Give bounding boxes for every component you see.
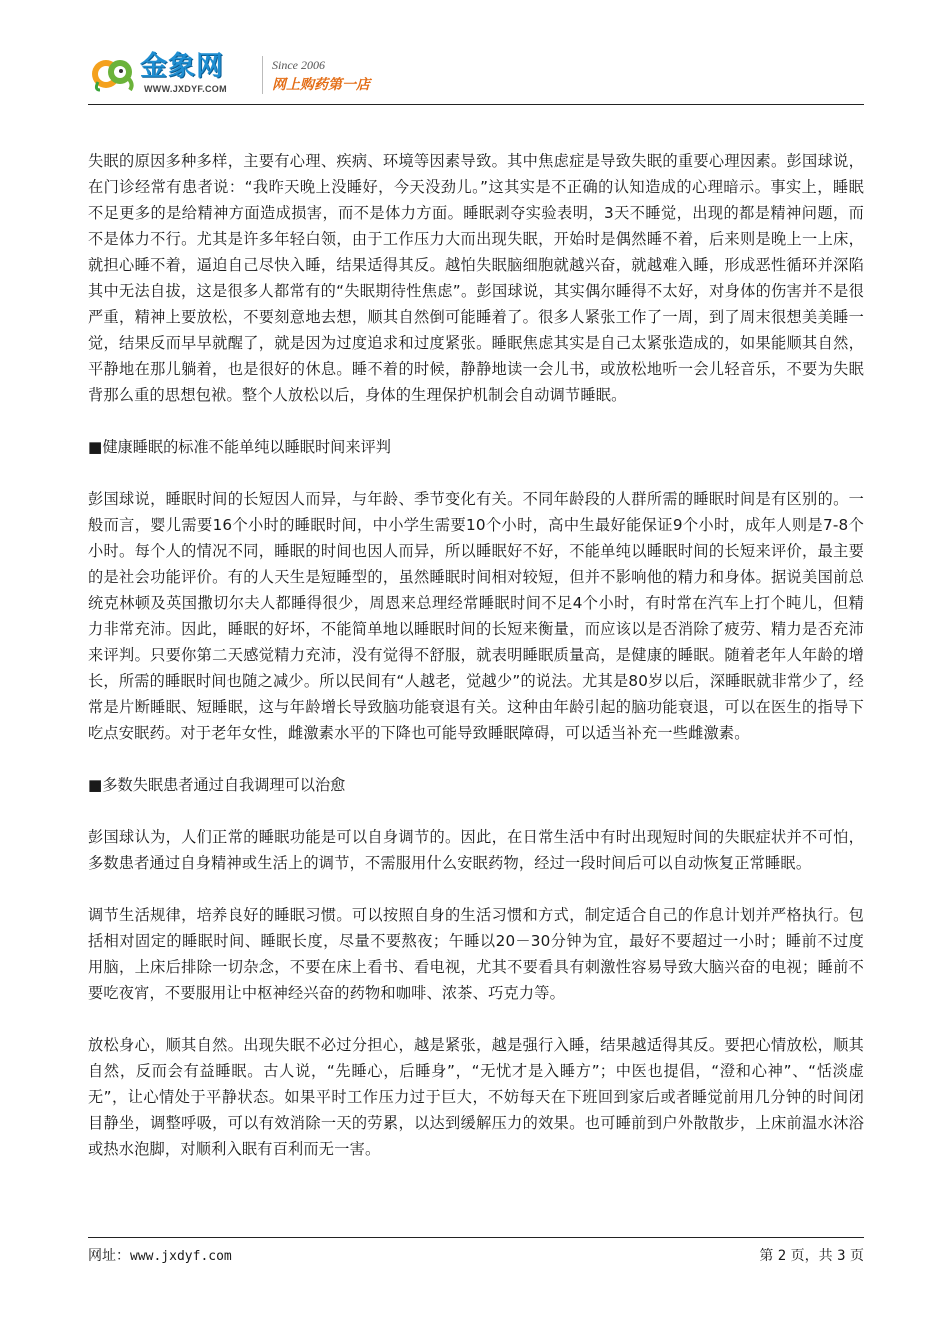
article-body (88, 148, 864, 1188)
url-label: 网址： (88, 1248, 130, 1264)
header-rule (88, 104, 864, 105)
footer-url (88, 1245, 232, 1265)
page-current: 2 (777, 1248, 787, 1264)
paragraph-2: 彭国球说，睡眠时间的长短因人而异，与年龄、季节变化有关。不同年龄段的人群所需的睡眠时间是有区别的。一般而言，婴儿需要16个小时的睡眠时间，中小学生需要10个小时，高中生最好能保证9个小时，成年人则是7-8个小时。每个人的情况不同，睡眠的时间也因人而异，所以睡眠好不好，不能单纯以睡眠时间的长短来评价，最主要的是社会功能评价。有的人天生是短睡型的，虽然睡眠时间相对较短，但并不影响他的精力和身体。据说美国前总统克林顿及英国撒切尔夫人都睡得很少，周恩来总理经常睡眠时间不足4个小时，有时常在汽车上打个盹儿，但精力非常充沛。因此，睡眠的好坏，不能简单地以睡眠时间的长短来衡量，而应该以是否消除了疲劳、精力是否充沛来评判。只要你第二天感觉精力充沛，没有觉得不舒服，就表明睡眠质量高，是健康的睡眠。随着老年人年龄的增长，所需的睡眠时间也随之减少。所以民间有“人越老，觉越少”的说法。尤其是80岁以后，深睡眠就非常少了，经常是片断睡眠、短睡眠，这与年龄增长导致脑功能衰退有关。这种由年龄引起的脑功能衰退，可以在医生的指导下吃点安眠药。对于老年女性，雌激素水平的下降也可能导致睡眠障碍，可以适当补充一些雌激素。 (88, 490, 864, 742)
footer-rule (88, 1237, 864, 1238)
page-mid: 页，共 (790, 1248, 833, 1264)
section-heading-1: ■健康睡眠的标准不能单纯以睡眠时间来评判 (88, 438, 391, 456)
page-header (88, 48, 864, 102)
paragraph-1: 失眠的原因多种多样，主要有心理、疾病、环境等因素导致。其中焦虑症是导致失眠的重要心理因素。彭国球说，在门诊经常有患者说：“我昨天晚上没睡好，今天没劲儿。”这其实是不正确的认知造成的心理暗示。事实上，睡眠不足更多的是给精神方面造成损害，而不是体力方面。睡眠剥夺实验表明，3天不睡觉，出现的都是精神问题，而不是体力不行。尤其是许多年轻白领，由于工作压力大而出现失眠，开始时是偶然睡不着，后来则是晚上一上床，就担心睡不着，逼迫自己尽快入睡，结果适得其反。越怕失眠脑细胞就越兴奋，就越难入睡，形成恶性循环并深陷其中无法自拔，这是很多人都常有的“失眠期待性焦虑”。彭国球说，其实偶尔睡得不太好，对身体的伤害并不是很严重，精神上要放松，不要刻意地去想，顺其自然倒可能睡着了。很多人紧张工作了一周，到了周末很想美美睡一觉，结果反而早早就醒了，就是因为过度追求和过度紧张。睡眠焦虑其实是自己太紧张造成的，如果能顺其自然，平静地在那儿躺着，也是很好的休息。睡不着的时候，静静地读一会儿书，或放松地听一会儿轻音乐，不要为失眠背那么重的思想包袱。整个人放松以后，身体的生理保护机制会自动调节睡眠。 (88, 152, 864, 404)
page-number (759, 1245, 864, 1265)
brand-url: WWW.JXDYF.COM (144, 84, 227, 94)
paragraph-4: 调节生活规律，培养良好的睡眠习惯。可以按照自身的生活习惯和方式，制定适合自己的作息计划并严格执行。包括相对固定的睡眠时间、睡眠长度，尽量不要熬夜；午睡以20－30分钟为宜，最好不要超过一小时；睡前不过度用脑，上床后排除一切杂念，不要在床上看书、看电视，尤其不要看具有刺激性容易导致大脑兴奋的电视；睡前不要吃夜宵，不要服用让中枢神经兴奋的药物和咖啡、浓茶、巧克力等。 (88, 906, 864, 1002)
slogan-text: 网上购药第一店 (272, 77, 370, 93)
site-logo[interactable] (88, 48, 258, 98)
section-heading-2: ■多数失眠患者通过自我调理可以治愈 (88, 776, 346, 794)
page-suffix: 页 (850, 1248, 864, 1264)
site-link[interactable]: www.jxdyf.com (130, 1249, 232, 1264)
paragraph-3: 彭国球认为，人们正常的睡眠功能是可以自身调节的。因此，在日常生活中有时出现短时间的失眠症状并不可怕，多数患者通过自身精神或生活上的调节，不需服用什么安眠药物，经过一段时间后可以自动恢复正常睡眠。 (88, 828, 864, 872)
paragraph-5: 放松身心，顺其自然。出现失眠不必过分担心，越是紧张，越是强行入睡，结果越适得其反。要把心情放松，顺其自然，反而会有益睡眠。古人说，“先睡心，后睡身”，“无忧才是入睡方”；中医也提倡，“澄和心神”、“恬淡虚无”，让心情处于平静状态。如果平时工作压力过于巨大，不妨每天在下班回到家后或者睡觉前用几分钟的时间闭目静坐，调整呼吸，可以有效消除一天的劳累，以达到缓解压力的效果。也可睡前到户外散散步，上床前温水沐浴或热水泡脚，对顺利入眠有百利而无一害。 (88, 1036, 864, 1158)
page-prefix: 第 (759, 1248, 774, 1264)
header-divider (262, 56, 263, 94)
elephant-logo-icon (90, 54, 136, 92)
since-text: Since 2006 (272, 58, 325, 72)
page-total: 3 (837, 1248, 846, 1264)
brand-name: 金象网 (140, 51, 224, 82)
